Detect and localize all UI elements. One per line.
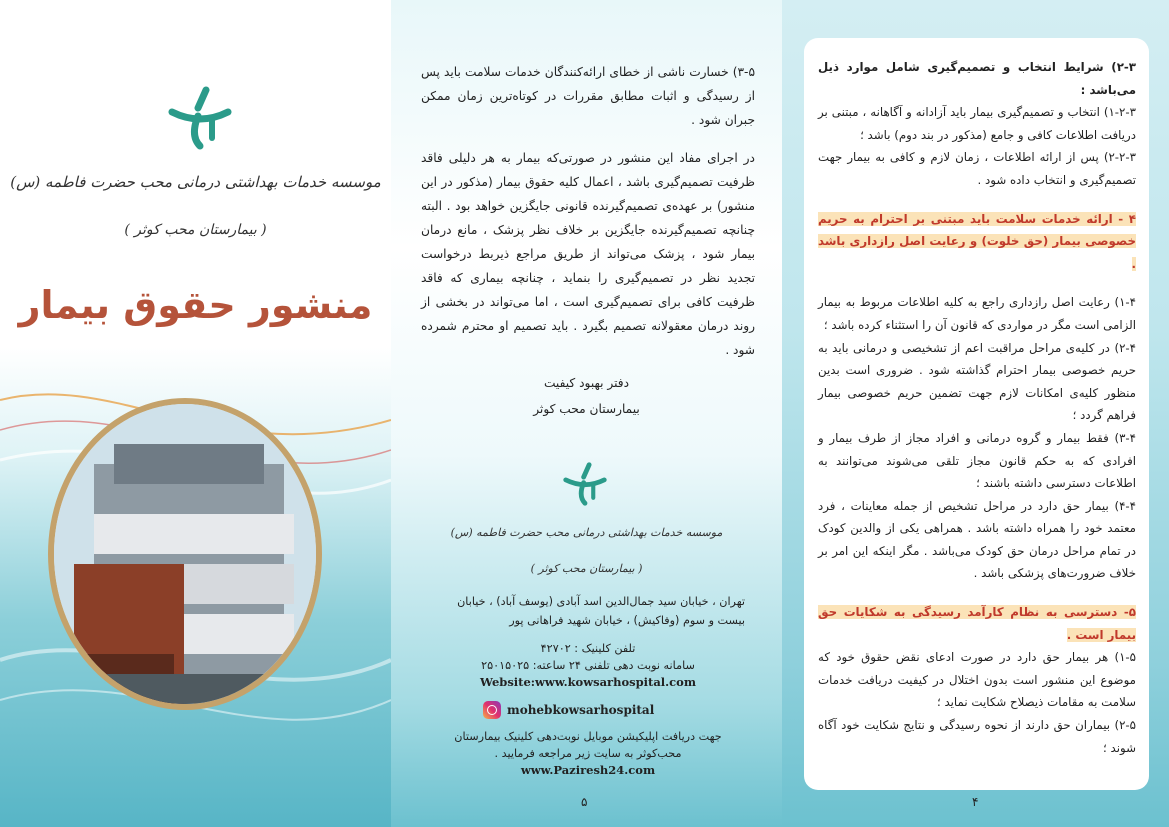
contact-info <box>431 640 745 691</box>
page-four-body <box>818 56 1136 759</box>
page-four-panel <box>782 0 1169 827</box>
clinic-phone: تلفن کلینیک : ۴۲۷۰۲ <box>540 642 636 655</box>
hospital-name: ( بیمارستان محب کوثر ) <box>124 222 267 238</box>
paragraph-2-3-1: ۱-۲-۳) انتخاب و تصمیم‌گیری بیمار باید آزادانه و آگاهانه ، مبتنی بر دریافت اطلاعات کافی و جامع (مذکور در بند دوم) باشد ؛ <box>818 105 1136 142</box>
paragraph-4-4: ۴-۴) بیمار حق دارد در مراحل تشخیص از جمله معاینات ، فرد معتمد خود را همراه داشته باشد . همراهی یکی از والدین کودک در تمام مراحل درمان حق کودک می‌باشد . مگر اینکه این امر بر خلاف ضرورت‌های پزشکی باشد . <box>818 498 1136 581</box>
website-link[interactable]: Website:www.kowsarhospital.com <box>479 675 696 689</box>
paragraph-4-1: ۱-۴) رعایت اصل رازداری راجع به کلیه اطلاعات مربوط به بیمار الزامی است مگر در مواردی که قانون آن را استثناء کرده باشد ؛ <box>818 295 1136 332</box>
paragraph-decision-capacity: در اجرای مفاد این منشور در صورتی‌که بیمار به هر دلیلی فاقد ظرفیت تصمیم‌گیری باشد ، اعمال کلیه حقوق بیمار (مذکور در این منشور) بر عهده‌ی تصمیم‌گیرنده قانونی جایگزین خواهد بود . البته چنانچه تصمیم‌گیرنده جایگزین بر خلاف نظر پزشک ، مانع درمان بیمار شود ، پزشک می‌تواند از طریق مراجع ذیربط درخواست تجدید نظر در تصمیم‌گیری را بنماید ، چنانچه بیماری که فاقد ظرفیت کافی برای تصمیم‌گیری است ، اما می‌تواند در بخشی از روند درمان معقولانه تصمیم بگیرد . باید تصمیم او محترم شمرده شود . <box>421 151 755 357</box>
instagram-label: mohebkowsarhospital <box>507 703 655 717</box>
signature-hospital: بیمارستان محب کوثر <box>533 402 640 416</box>
heading-4: ۴ - ارائه خدمات سلامت باید مبتنی بر احترام به حریم خصوصی بیمار (حق خلوت) و رعایت اصل رازداری باشد . <box>818 211 1136 271</box>
hospital-building-photo <box>48 398 322 710</box>
mohebb-logo-icon <box>563 462 607 506</box>
paragraph-4-2: ۲-۴) در کلیه‌ی مراحل مراقبت اعم از تشخیصی و درمانی باید به حریم خصوصی بیمار احترام گذاشته شود . ضروری است بدین منظور کلیه‌ی امکانات لازم جهت تضمین حریم خصوصی بیمار فراهم گردد ؛ <box>818 340 1136 423</box>
page-five-panel <box>391 0 782 827</box>
heading-5: ۵- دسترسی به نظام کارآمد رسیدگی به شکایات حق بیمار است . <box>818 605 1136 642</box>
hospital-name: ( بیمارستان محب کوثر ) <box>530 562 643 575</box>
paragraph-5-1: ۱-۵) هر بیمار حق دارد در صورت ادعای نقض حقوق خود که موضوع این منشور است بدون اختلال در کیفیت دریافت خدمات سلامت به مقامات ذیصلاح شکایت نماید ؛ <box>818 650 1136 710</box>
page-five-body <box>421 60 755 376</box>
mohebb-logo-icon <box>168 86 232 150</box>
page-number: ۴ <box>972 795 979 809</box>
page-title: منشور حقوق بیمار <box>18 283 373 327</box>
signature-office: دفتر بهبود کیفیت <box>543 376 630 390</box>
org-name: موسسه خدمات بهداشتی درمانی محب حضرت فاطمه (س) <box>10 173 381 191</box>
heading-2-3: ۲-۳) شرایط انتخاب و تصمیم‌گیری شامل موارد ذیل می‌باشد : <box>818 60 1136 97</box>
paragraph-5-2: ۲-۵) بیماران حق دارند از نحوه رسیدگی و نتایج شکایت خود آگاه شوند ؛ <box>818 718 1136 755</box>
paragraph-4-3: ۳-۴) فقط بیمار و گروه درمانی و افراد مجاز از طرف بیمار و افرادی که به حکم قانون مجاز تلقی می‌شوند می‌توانند به اطلاعات دسترسی داشته باشند ؛ <box>818 430 1136 491</box>
app-info <box>431 728 745 779</box>
org-name: موسسه خدمات بهداشتی درمانی محب حضرت فاطمه (س) <box>450 526 723 539</box>
instagram-icon <box>483 701 501 719</box>
page-number: ۵ <box>581 795 588 809</box>
instagram-handle[interactable] <box>483 700 654 720</box>
cover-panel <box>0 0 391 827</box>
paragraph-3-5: ۳-۵) خسارت ناشی از خطای ارائه‌کنندگان خدمات سلامت باید پس از رسیدگی و اثبات مطابق مقررات در کوتاه‌ترین زمان ممکن جبران شود . <box>421 65 755 127</box>
booking-line: سامانه نوبت دهی تلفنی ۲۴ ساعته: ۲۵۰۱۵۰۲۵ <box>481 659 695 672</box>
address: تهران ، خیابان سید جمال‌الدین اسد آبادی (یوسف آباد) ، خیابان بیست و سوم (وفاکیش) ، خیابان شهید فراهانی پور <box>457 595 745 627</box>
app-site-link[interactable]: www.Paziresh24.com <box>520 763 656 777</box>
paragraph-2-3-2: ۲-۲-۳) پس از ارائه اطلاعات ، زمان لازم و کافی به بیمار جهت تصمیم‌گیری و انتخاب داده شود . <box>818 150 1136 187</box>
app-text: جهت دریافت اپلیکیشن موبایل نوبت‌دهی کلینیک بیمارستان محب‌کوثر به سایت زیر مراجعه فرمایید . <box>454 730 722 760</box>
